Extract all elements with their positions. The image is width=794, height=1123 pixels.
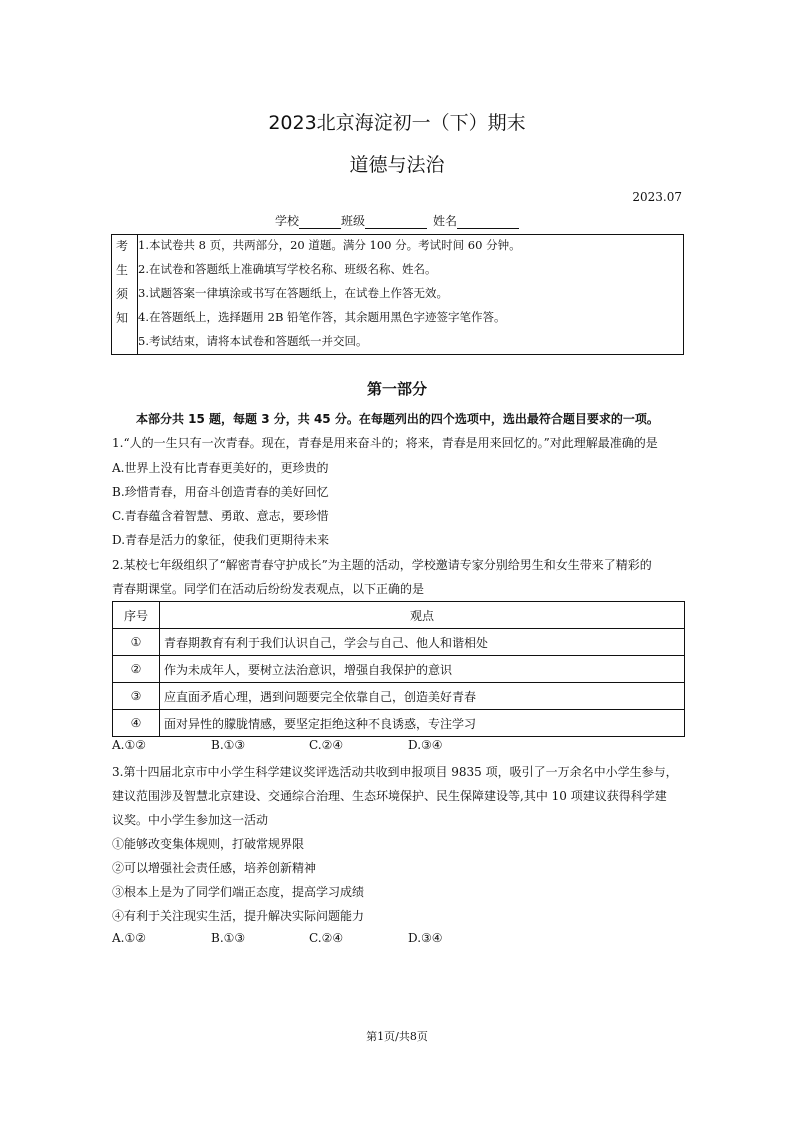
section-description: 本部分共 15 题，每题 3 分，共 45 分。在每题列出的四个选项中，选出最符合题目要求的一项。 xyxy=(136,412,659,426)
table-cell-viewpoint: 青春期教育有利于我们认识自己，学会与自己、他人和谐相处 xyxy=(160,629,685,656)
question-1-option-d: D.青春是活力的象征，使我们更期待未来 xyxy=(112,533,330,547)
table-row xyxy=(113,656,685,683)
question-2-option-b: B.①③ xyxy=(211,738,246,752)
question-1-option-c: C.青春蕴含着智慧、勇敢、意志，要珍惜 xyxy=(112,509,329,523)
table-cell-number: ④ xyxy=(113,710,160,737)
table-header-cell: 序号 xyxy=(113,602,160,629)
question-2-stem: 2.某校七年级组织了“解密青春守护成长”为主题的活动，学校邀请专家分别给男生和女生带来了精彩的 xyxy=(112,558,652,572)
subject-title: 道德与法治 xyxy=(349,154,445,176)
table-row xyxy=(113,629,685,656)
question-3-option-d: D.③④ xyxy=(408,931,443,945)
question-3-statement: ①能够改变集体规则，打破常规界限 xyxy=(112,837,305,851)
class-blank[interactable] xyxy=(365,216,427,229)
name-blank[interactable] xyxy=(457,216,519,229)
school-label: 学校 xyxy=(274,214,299,228)
question-3-option-c: C.②④ xyxy=(309,931,344,945)
table-cell-viewpoint: 应直面矛盾心理，遇到问题要完全依靠自己，创造美好青春 xyxy=(160,683,685,710)
page-number: 第1页/共8页 xyxy=(366,1030,428,1043)
question-2-option-c: C.②④ xyxy=(309,738,344,752)
table-row xyxy=(113,683,685,710)
notice-item: 2.在试卷和答题纸上准确填写学校名称、班级名称、姓名。 xyxy=(138,262,437,276)
question-1-stem: 1.“人的一生只有一次青春。现在，青春是用来奋斗的；将来，青春是用来回忆的。”对此理解最准确的是 xyxy=(112,436,658,450)
question-2-option-a: A.①② xyxy=(112,738,146,752)
question-3-option-b: B.①③ xyxy=(211,931,246,945)
question-3-statement: ④有利于关注现实生活，提升解决实际问题能力 xyxy=(112,909,365,923)
student-info-fields xyxy=(0,212,794,229)
notice-item: 1.本试卷共 8 页，共两部分，20 道题。满分 100 分。考试时间 60 分钟。 xyxy=(138,238,521,252)
exam-title: 2023北京海淀初一（下）期末 xyxy=(268,112,526,134)
viewpoints-table xyxy=(112,601,685,737)
notice-item: 5.考试结束，请将本试卷和答题纸一并交回。 xyxy=(138,334,368,348)
question-3-stem-cont: 建议范围涉及智慧北京建设、交通综合治理、生态环境保护、民生保障建设等,其中 10 项建议获得科学建 xyxy=(112,789,667,803)
notice-item: 3.试题答案一律填涂或书写在答题纸上，在试卷上作答无效。 xyxy=(138,286,448,300)
table-row xyxy=(113,710,685,737)
table-cell-number: ① xyxy=(113,629,160,656)
class-label: 班级 xyxy=(340,214,365,228)
notice-side-label xyxy=(112,235,138,354)
question-2-stem-cont: 青春期课堂。同学们在活动后纷纷发表观点，以下正确的是 xyxy=(112,582,425,596)
exam-notice-box xyxy=(111,234,684,355)
question-3-statement: ③根本上是为了同学们端正态度，提高学习成绩 xyxy=(112,885,365,899)
exam-date: 2023.07 xyxy=(632,190,682,204)
school-blank[interactable] xyxy=(299,216,341,229)
question-1-option-a: A.世界上没有比青春更美好的，更珍贵的 xyxy=(112,461,329,475)
notice-side-char: 生 xyxy=(116,263,129,277)
question-2-option-d: D.③④ xyxy=(408,738,443,752)
question-3-statement: ②可以增强社会责任感，培养创新精神 xyxy=(112,861,317,875)
notice-side-char: 考 xyxy=(116,239,129,253)
question-1-option-b: B.珍惜青春，用奋斗创造青春的美好回忆 xyxy=(112,485,329,499)
section-title: 第一部分 xyxy=(366,380,427,398)
notice-side-char: 知 xyxy=(116,311,129,325)
table-cell-viewpoint: 作为未成年人，要树立法治意识，增强自我保护的意识 xyxy=(160,656,685,683)
question-3-option-a: A.①② xyxy=(112,931,146,945)
table-cell-viewpoint: 面对异性的朦胧情感，要坚定拒绝这种不良诱惑，专注学习 xyxy=(160,710,685,737)
name-label: 姓名 xyxy=(433,214,458,228)
question-3-options xyxy=(112,931,512,947)
table-header-cell: 观点 xyxy=(160,602,685,629)
question-2-options xyxy=(112,738,512,754)
question-3-stem-cont: 议奖。中小学生参加这一活动 xyxy=(112,813,269,827)
notice-side-char: 须 xyxy=(116,287,129,301)
table-cell-number: ③ xyxy=(113,683,160,710)
table-cell-number: ② xyxy=(113,656,160,683)
notice-item: 4.在答题纸上，选择题用 2B 铅笔作答，其余题用黑色字迹签字笔作答。 xyxy=(138,310,506,324)
table-header-row xyxy=(113,602,685,629)
question-3-stem: 3.第十四届北京市中小学生科学建议奖评选活动共收到申报项目 9835 项，吸引了一万余名中小学生参与， xyxy=(112,765,678,779)
